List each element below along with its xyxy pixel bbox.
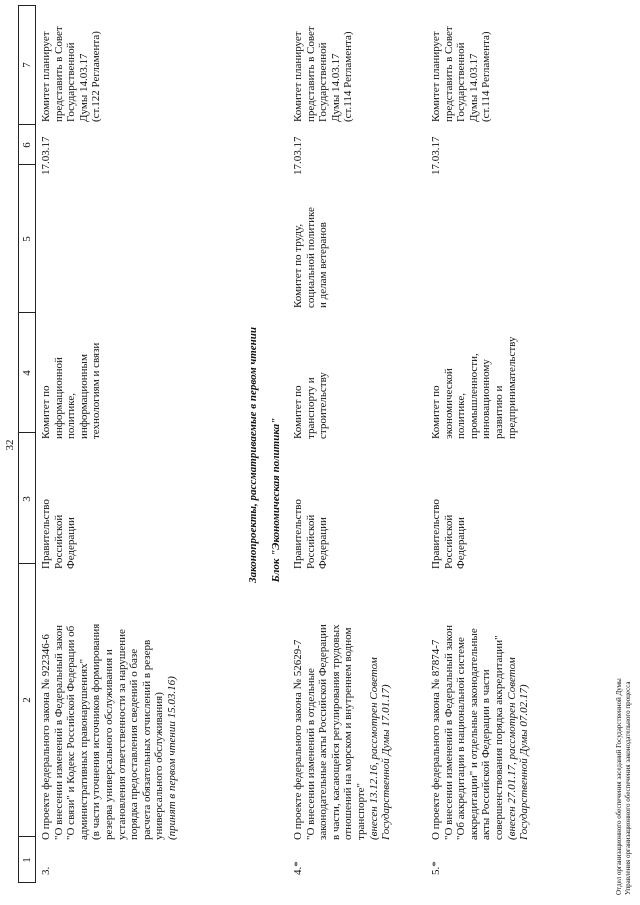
description-line: "О внесении изменений в Федеральный закон xyxy=(442,625,455,840)
committee-line: Комитет по xyxy=(40,385,52,439)
row-note: (внесен 27.01.17, рассмотрен Советом xyxy=(505,657,518,840)
row-date: 17.03.17 xyxy=(430,136,442,175)
description-line: в части, касающейся регулирования трудовых xyxy=(329,624,342,840)
remark-line: Думы 14.03.17 xyxy=(467,53,480,122)
description-line: "О внесении изменений в Федеральный закон xyxy=(52,625,65,840)
row-description xyxy=(430,625,531,840)
committee-line: политике, xyxy=(455,392,468,439)
row-remark xyxy=(430,26,493,122)
remark-line: Государственной xyxy=(317,42,330,122)
initiator-line: Федерации xyxy=(455,517,468,569)
row-description xyxy=(292,624,393,840)
row-number: 3. xyxy=(40,866,52,875)
committee-line: экономической xyxy=(442,368,455,439)
description-line: установления ответственности за нарушение xyxy=(115,629,128,840)
description-line: "О связи" и Кодекс Российской Федерации об xyxy=(65,625,78,840)
header-top-border xyxy=(18,5,19,883)
description-line: административных правонарушениях" xyxy=(77,658,90,840)
description-line: совершенствования порядка аккредитации" xyxy=(492,635,505,840)
committee-line: развитию и xyxy=(492,385,505,439)
row-committee xyxy=(292,372,330,439)
column-number: 7 xyxy=(21,62,33,68)
row-co-committee xyxy=(292,207,330,308)
header-divider xyxy=(18,124,35,125)
co-committee-line: Комитет по труду, xyxy=(292,223,304,308)
section-title: Законопроекты, рассматриваемые в первом чтении xyxy=(247,327,259,583)
row-initiator xyxy=(40,499,78,569)
column-number: 4 xyxy=(21,370,33,376)
committee-line: промышленности, xyxy=(467,353,480,439)
page-number: 32 xyxy=(4,439,16,451)
header-divider xyxy=(18,164,35,165)
initiator-line: Правительство xyxy=(430,499,442,569)
remark-line: представить в Совет xyxy=(442,26,455,122)
initiator-line: Федерации xyxy=(317,517,330,569)
description-line: "Об аккредитации в национальной системе xyxy=(455,637,468,840)
description-line: (в части уточнения источников формирования xyxy=(90,623,103,840)
header-divider xyxy=(18,836,35,837)
footer xyxy=(615,678,632,895)
row-number: 4.* xyxy=(292,861,304,875)
committee-line: технологиям и связи xyxy=(90,342,103,439)
committee-line: информационным xyxy=(77,354,90,439)
row-note: (принят в первом чтении 15.03.16) xyxy=(165,676,178,840)
row-number: 5.* xyxy=(430,861,442,875)
row-committee xyxy=(430,337,518,439)
committee-line: инновационному xyxy=(480,359,493,439)
row-note: Государственной Думы 17.01.17) xyxy=(380,684,393,840)
column-number: 6 xyxy=(21,142,33,148)
block-title: Блок "Экономическая политика" xyxy=(270,417,282,583)
description-line: транспорте" xyxy=(354,782,367,840)
header-divider xyxy=(18,882,35,883)
column-number: 2 xyxy=(21,697,33,703)
remark-line: Комитет планирует xyxy=(40,31,52,122)
initiator-line: Российской xyxy=(304,514,317,569)
header-divider xyxy=(18,432,35,433)
header-bottom-border xyxy=(35,5,36,883)
remark-line: представить в Совет xyxy=(304,26,317,122)
header-divider xyxy=(18,563,35,564)
description-line: универсального обслуживания) xyxy=(153,692,166,840)
row-note: (внесен 13.12.16, рассмотрен Советом xyxy=(367,657,380,840)
initiator-line: Правительство xyxy=(292,499,304,569)
row-note: Государственной Думы 07.02.17) xyxy=(518,684,531,840)
committee-line: строительству xyxy=(317,372,330,439)
description-line: отношений на морском и внутреннем водном xyxy=(342,627,355,840)
committee-line: Комитет по xyxy=(430,385,442,439)
column-number: 3 xyxy=(21,496,33,502)
remark-line: Комитет планирует xyxy=(430,31,442,122)
initiator-line: Федерации xyxy=(65,517,78,569)
footer-line: Отдел организационного обеспечения заседаний Государственной Думы xyxy=(615,678,623,895)
co-committee-line: и делам ветеранов xyxy=(317,222,330,308)
committee-line: политике, xyxy=(65,392,78,439)
description-line: О проекте федерального закона № 52629-7 xyxy=(292,639,304,840)
remark-line: (ст.114 Регламента) xyxy=(480,31,493,122)
description-line: О проекте федерального закона № 87874-7 xyxy=(430,639,442,840)
row-remark xyxy=(40,26,103,122)
description-line: О проекте федерального закона № 922346-6 xyxy=(40,634,52,840)
description-line: "О внесении изменений в отдельные xyxy=(304,668,317,840)
co-committee-line: социальной политике xyxy=(304,207,317,308)
initiator-line: Российской xyxy=(442,514,455,569)
row-initiator xyxy=(430,499,468,569)
description-line: порядка предоставления сведений о базе xyxy=(128,648,141,840)
row-committee xyxy=(40,343,103,439)
remark-line: Комитет планирует xyxy=(292,31,304,122)
committee-line: предпринимательству xyxy=(505,336,518,439)
remark-line: (ст.114 Регламента) xyxy=(342,31,355,122)
remark-line: (ст.122 Регламента) xyxy=(90,31,103,122)
remark-line: Думы 14.03.17 xyxy=(77,53,90,122)
description-line: аккредитации" и отдельные законодательные xyxy=(467,628,480,840)
description-line: расчета обязательных отчислений в резерв xyxy=(140,639,153,840)
header-divider xyxy=(18,312,35,313)
committee-line: информационной xyxy=(52,357,65,439)
header-divider xyxy=(18,5,35,6)
column-number: 5 xyxy=(21,236,33,242)
remark-line: Государственной xyxy=(65,42,78,122)
row-remark xyxy=(292,26,355,122)
row-description xyxy=(40,624,179,840)
description-line: акты Российской Федерации в части xyxy=(480,669,493,840)
initiator-line: Правительство xyxy=(40,499,52,569)
row-date: 17.03.17 xyxy=(292,136,304,175)
description-line: резерва универсального обслуживания и xyxy=(102,649,115,840)
committee-line: Комитет по xyxy=(292,385,304,439)
remark-line: представить в Совет xyxy=(52,26,65,122)
row-date: 17.03.17 xyxy=(40,136,52,175)
initiator-line: Российской xyxy=(52,514,65,569)
row-initiator xyxy=(292,499,330,569)
remark-line: Государственной xyxy=(455,42,468,122)
footer-line: Управления организационного обеспечения законодательного процесса xyxy=(623,681,632,895)
remark-line: Думы 14.03.17 xyxy=(329,53,342,122)
description-line: законодательные акты Российской Федерации xyxy=(317,624,330,840)
committee-line: транспорту и xyxy=(304,377,317,439)
column-number: 1 xyxy=(21,857,33,863)
